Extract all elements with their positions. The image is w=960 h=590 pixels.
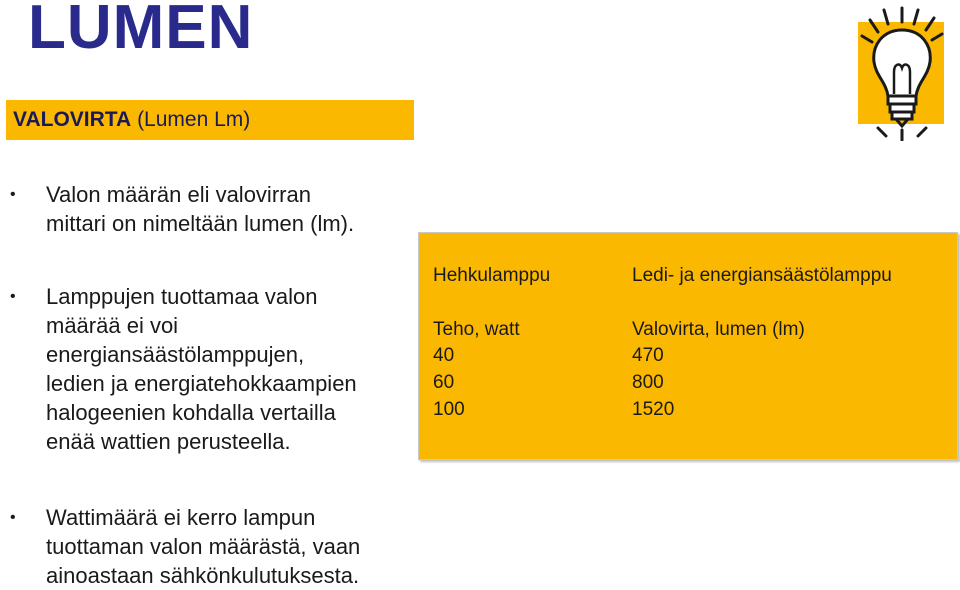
table-cell: 100 [433,399,465,420]
comparison-table [418,232,958,460]
table-header: Ledi- ja energiansäästölamppu [632,265,892,286]
table-cell: 800 [632,372,664,393]
subtitle-banner [6,100,414,140]
bullet-line: määrää ei voi [46,313,179,338]
bullet-line: Valon määrän eli valovirran [46,182,311,207]
bullet-line: ledien ja energiatehokkaampien [46,371,357,396]
table-subheader: Teho, watt [433,319,520,340]
bullet-marker: • [10,509,16,526]
bullet-text [46,180,354,238]
table-header: Hehkulamppu [433,265,551,286]
subtitle-text [13,108,250,132]
page-title: LUMEN [28,0,254,62]
bullet-line: mittari on nimeltään lumen (lm). [46,211,355,236]
subtitle-normal: (Lumen Lm) [137,108,251,131]
bullet-line: enää wattien perusteella. [46,429,291,454]
lightbulb-icon [850,6,950,141]
bullet-line: tuottaman valon määrästä, vaan [46,534,361,559]
bullet-line: energiansäästölamppujen, [46,342,305,367]
bullet-line: halogeenien kohdalla vertailla [46,400,336,425]
bullet-line: Wattimäärä ei kerro lampun [46,505,316,530]
bullet-marker: • [10,288,16,305]
subtitle-bold: VALOVIRTA [13,108,132,131]
bullet-text [46,282,357,456]
table-cell: 60 [433,372,455,393]
table-cell: 40 [433,345,455,366]
table-cell: 470 [632,345,664,366]
bullet-marker: • [10,186,16,203]
bullet-text [46,503,360,590]
table-subheader: Valovirta, lumen (lm) [632,319,805,340]
bullet-line: ainoastaan sähkönkulutuksesta. [46,563,360,588]
table-cell: 1520 [632,399,675,420]
bullet-line: Lamppujen tuottamaa valon [46,284,318,309]
